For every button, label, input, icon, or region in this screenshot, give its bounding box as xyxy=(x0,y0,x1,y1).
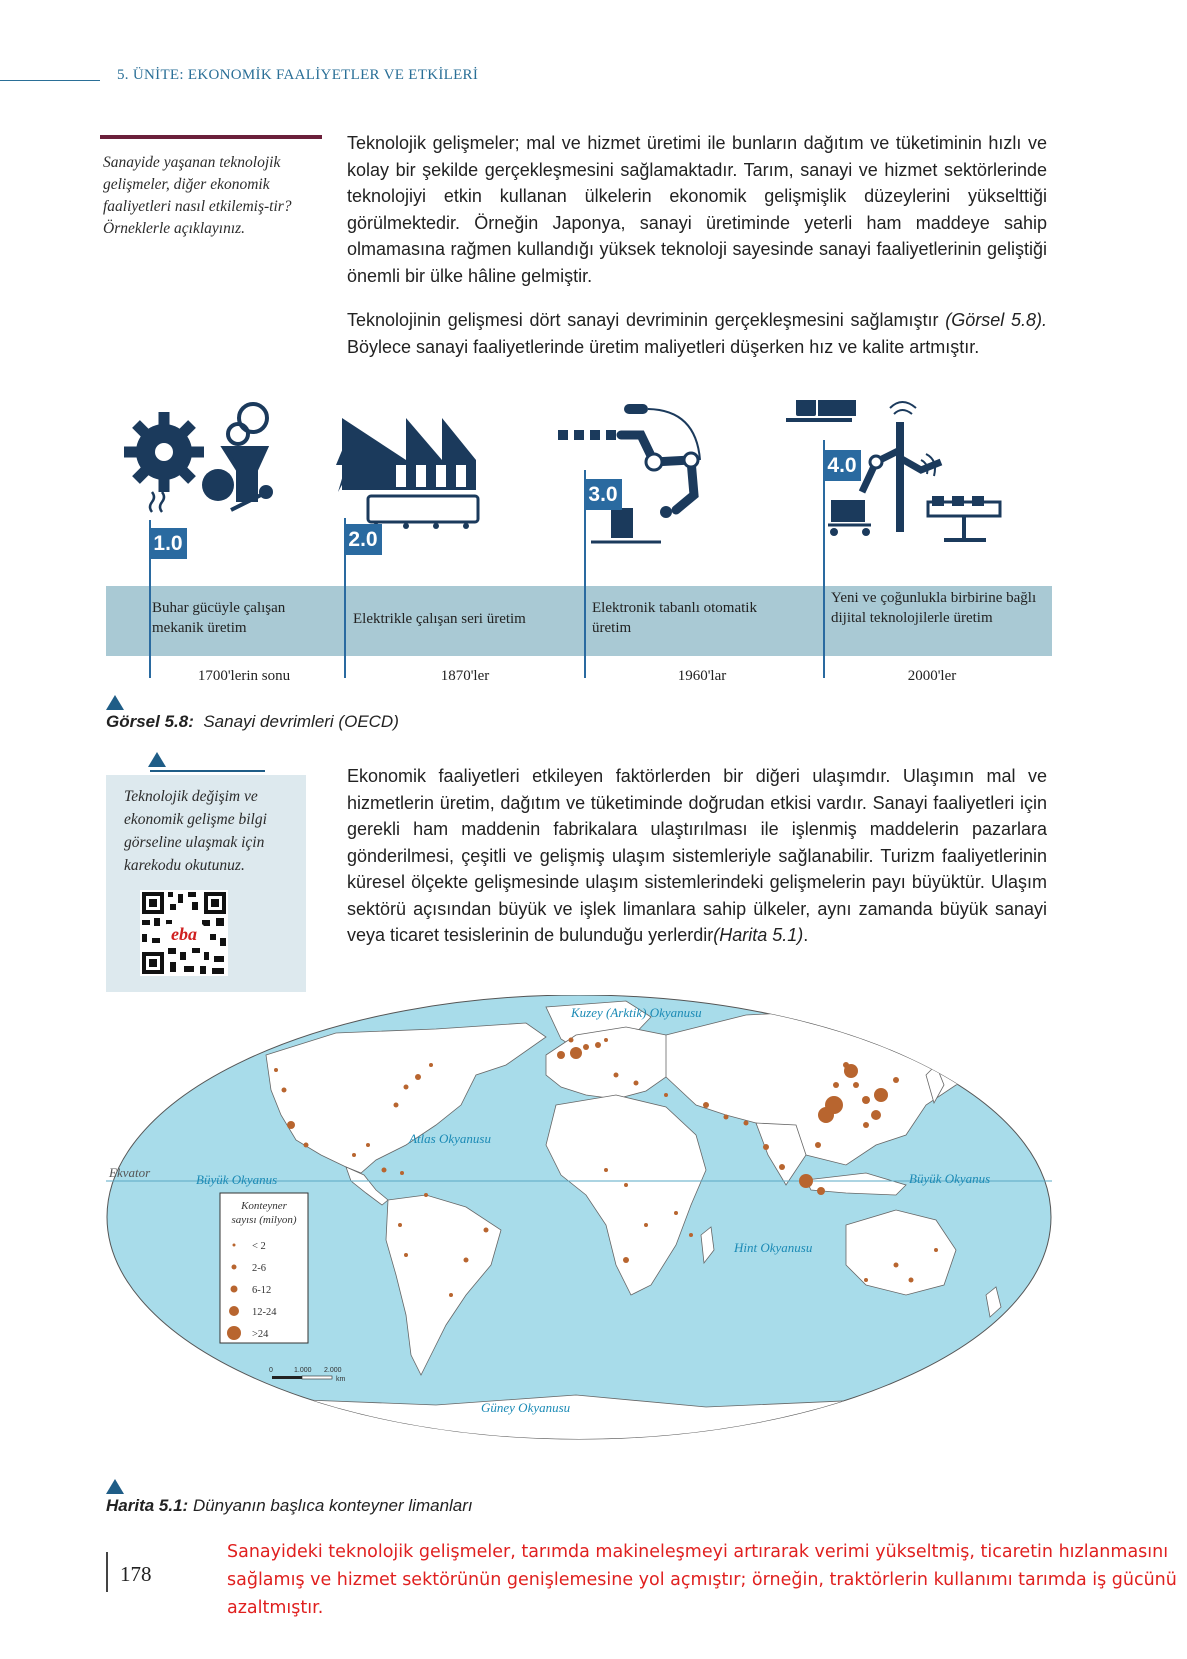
factory-icon xyxy=(336,418,478,529)
label-atlantic: Atlas Okyanusu xyxy=(409,1131,491,1146)
handwritten-answer: Sanayideki teknolojik gelişmeler, tarımda makineleşmeyi artırarak verimi yükseltmiş, ticaretin hızlanmasını sağlamış ve hizmet sektörünün genişlemesine yol açmıştır; örneğin, traktörlerin kullanımı tarımda iş gücünü azaltmıştır. xyxy=(227,1542,1177,1618)
label-southern: Güney Okyanusu xyxy=(481,1400,571,1415)
svg-text:< 2: < 2 xyxy=(252,1241,266,1252)
header-rule xyxy=(0,80,100,81)
label-pacific-west: Büyük Okyanus xyxy=(196,1172,278,1187)
unit-header: 5. ÜNİTE: EKONOMİK FAALİYETLER VE ETKİLERİ xyxy=(117,67,479,83)
svg-text:12-24: 12-24 xyxy=(252,1307,277,1318)
robot-arm-icon xyxy=(558,404,700,542)
paragraph-technology: Teknolojik gelişmeler; mal ve hizmet üretimi ile bunların dağıtım ve tüketiminin hızlı ve kolay bir şekilde gerçekleşmesini sağlamaktadır. Tarım, sanayi ve hizmet sektörlerinde teknolojiyi etkin kullanan ülkelerin ekonomik gelişmişlik düzeylerini yükselttiği görülmektedir. Örneğin Japonya, sanayi üretiminde yeterli ham maddeye sahip olmamasına rağmen kullandığı yüksek teknoloji sayesinde sanayi faaliyetlerinin geliştiği önemli bir ülke hâline gelmiştir. xyxy=(347,133,1047,286)
page-number-rule xyxy=(106,1552,108,1592)
svg-text:2-6: 2-6 xyxy=(252,1263,266,1274)
label-equator: Ekvator xyxy=(109,1165,151,1180)
map-reference: (Harita 5.1) xyxy=(713,925,804,945)
eba-logo: eba xyxy=(171,924,197,944)
stage-date-3: 1960'lar xyxy=(677,668,727,684)
stage-date-4: 2000'ler xyxy=(907,668,957,684)
question-accent-bar xyxy=(100,135,322,139)
side-question: Sanayide yaşanan teknolojik gelişmeler, diğer ekonomik faaliyetleri nasıl etkilemiş-tir? Örneklerle açıklayınız. xyxy=(103,154,292,237)
stage-date-2: 1870'ler xyxy=(440,668,490,684)
version-badge-1: 1.0 xyxy=(149,528,187,559)
stage-label-1: Buhar gücüyle çalışan mekanik üretim xyxy=(152,600,286,636)
svg-text:2.000: 2.000 xyxy=(324,1367,342,1374)
qr-triangle-icon xyxy=(148,752,166,767)
stage-label-2: Elektrikle çalışan seri üretim xyxy=(353,611,526,627)
svg-text:0: 0 xyxy=(269,1367,273,1374)
qr-instruction: Teknolojik değişim ve ekonomik gelişme bilgi görseline ulaşmak için karekodu okutunuz. xyxy=(124,788,267,874)
version-badge-3: 3.0 xyxy=(584,479,622,510)
map-caption: Harita 5.1: Dünyanın başlıca konteyner limanları xyxy=(106,1496,473,1515)
qr-box-rule xyxy=(150,770,265,772)
world-container-ports-map xyxy=(106,995,1052,1450)
caption-triangle-icon xyxy=(106,695,124,710)
paragraph-revolutions: Teknolojinin gelişmesi dört sanayi devriminin gerçekleşmesini sağlamıştır (Görsel 5.8). Böylece sanayi faaliyetlerinde üretim maliyetleri düşerken hız ve kalite artmıştır. xyxy=(347,310,1047,357)
svg-text:sayısı (milyon): sayısı (milyon) xyxy=(231,1214,297,1226)
page-number: 178 xyxy=(120,1562,152,1586)
svg-text:1.000: 1.000 xyxy=(294,1367,312,1374)
stage-date-1: 1700'lerin sonu xyxy=(197,668,291,684)
svg-text:Konteyner: Konteyner xyxy=(241,1200,287,1212)
map-caption-triangle-icon xyxy=(106,1479,124,1494)
label-pacific-east: Büyük Okyanus xyxy=(909,1171,991,1186)
stage-label-4: Yeni ve çoğunlukla birbirine bağlı dijital teknolojilerle üretim xyxy=(831,590,1037,626)
map-legend xyxy=(220,1193,308,1343)
svg-text:6-12: 6-12 xyxy=(252,1285,272,1296)
svg-text:km: km xyxy=(336,1376,346,1383)
smart-factory-icon xyxy=(786,400,1000,540)
version-badge-4: 4.0 xyxy=(823,450,861,481)
qr-code[interactable] xyxy=(140,890,228,976)
gear-icon xyxy=(124,412,234,501)
stage-label-3: Elektronik tabanlı otomatik üretim xyxy=(592,600,757,636)
figure-caption: Görsel 5.8: Sanayi devrimleri (OECD) xyxy=(106,712,399,731)
version-badge-2: 2.0 xyxy=(344,524,382,555)
svg-text:>24: >24 xyxy=(252,1329,269,1340)
antarctica xyxy=(106,1395,1052,1450)
label-indian: Hint Okyanusu xyxy=(734,1240,813,1255)
label-arctic: Kuzey (Arktik) Okyanusu xyxy=(571,1005,702,1020)
figure-reference: (Görsel 5.8). xyxy=(945,310,1047,330)
paragraph-transport: Ekonomik faaliyetleri etkileyen faktörlerden bir diğeri ulaşımdır. Ulaşımın mal ve hizmetlerin üretim, dağıtım ve tüketiminde doğrudan etkisi vardır. Sanayi faaliyetleri için gerekli ham maddenin fabrikalara ulaştırılması ile işlenmiş maddelerin pazarlara gönderilmesi, çeşitli ve gelişmiş ulaşım sistemleriyle sağlanabilir. Turizm faaliyetlerinin küresel ölçekte gelişmesinde ulaşım sistemlerindeki gelişmelerin payı büyüktür. Ulaşım sektörü açısından büyük ve işlek limanlara sahip ülkeler, aynı zamanda büyük sanayi veya ticaret tesislerinin de bulunduğu yerlerdir(Harita 5.1). xyxy=(347,766,1047,945)
